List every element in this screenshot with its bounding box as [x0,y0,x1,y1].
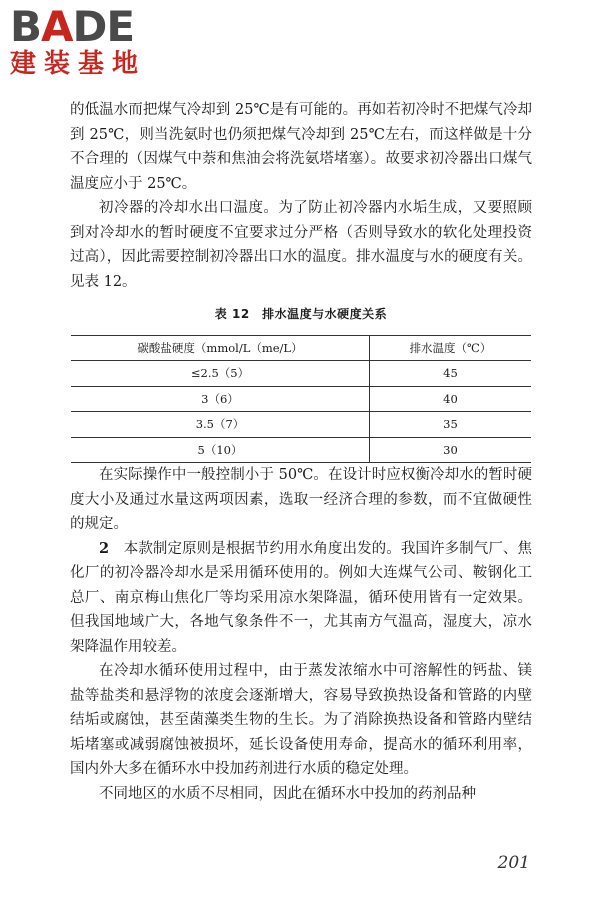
page-body [70,98,532,806]
table-row [71,361,531,387]
table-cell: 3（6） [71,386,370,412]
table-cell: 3.5（7） [71,412,370,438]
table-row [71,437,531,463]
table-row [71,386,531,412]
column-header: 排水温度（℃） [370,335,532,361]
table-cell: 30 [370,437,532,463]
paragraph: 的低温水而把煤气冷却到 25℃是有可能的。再如若初冷时不把煤气冷却到 25℃，则当洗氨时也仍须把煤气冷却到 25℃左右，而这样做是十分不合理的（因煤气中萘和焦油会将洗氨塔堵塞）。故要求初冷器出口煤气温度应小于 25℃。 [70,102,532,192]
paragraph [70,537,532,660]
page-number: 201 [497,853,530,873]
paragraph: 初冷器的冷却水出口温度。为了防止初冷器内水垢生成，又要照顾到对冷却水的暂时硬度不宜要求过分严格（否则导致水的软化处理投资过高），因此需要控制初冷器出口水的温度。排水温度与水的硬度有关。见表 12。 [70,200,532,290]
table-cell: 40 [370,386,532,412]
table-cell: ≤2.5（5） [71,361,370,387]
logo-wordmark: BADE [10,2,135,51]
clause-text: 本款制定原则是根据节约用水角度出发的。我国许多制气厂、焦化厂的初冷器冷却水是采用循环使用的。例如大连煤气公司、鞍钢化工总厂、南京梅山焦化厂等均采用凉水架降温，循环使用皆有一定效果。但我国地域广大，各地气象条件不一，尤其南方气温高，湿度大，凉水架降温作用较差。 [70,540,533,655]
hardness-temperature-table [71,335,531,464]
paragraph: 在冷却水循环使用过程中，由于蒸发浓缩水中可溶解性的钙盐、镁盐等盐类和悬浮物的浓度会逐渐增大，容易导致换热设备和管路的内壁结垢或腐蚀，甚至菌藻类生物的生长。为了消除换热设备和管路内壁结垢堵塞或减弱腐蚀被损坏，延长设备使用寿命，提高水的循环利用率，国内外大多在循环水中投加药剂进行水质的稳定处理。 [70,663,532,777]
table-header-row [71,335,531,361]
column-header: 碳酸盐硬度（mmol/L（me/L） [71,335,370,361]
clause-number: 2 [99,539,110,557]
table-cell: 35 [370,412,532,438]
table-row [71,412,531,438]
paragraph: 在实际操作中一般控制小于 50℃。在设计时应权衡冷却水的暂时硬度大小及通过水量这两项因素，选取一经济合理的参数，而不宜做硬性的规定。 [70,467,532,532]
logo [10,4,180,80]
table-caption: 表 12 排水温度与水硬度关系 [214,307,388,321]
logo-chinese-name: 建装基地 [10,49,147,79]
table-cell: 5（10） [71,437,370,463]
table-cell: 45 [370,361,532,387]
paragraph: 不同地区的水质不尽相同，因此在循环水中投加的药剂品种 [99,785,476,802]
